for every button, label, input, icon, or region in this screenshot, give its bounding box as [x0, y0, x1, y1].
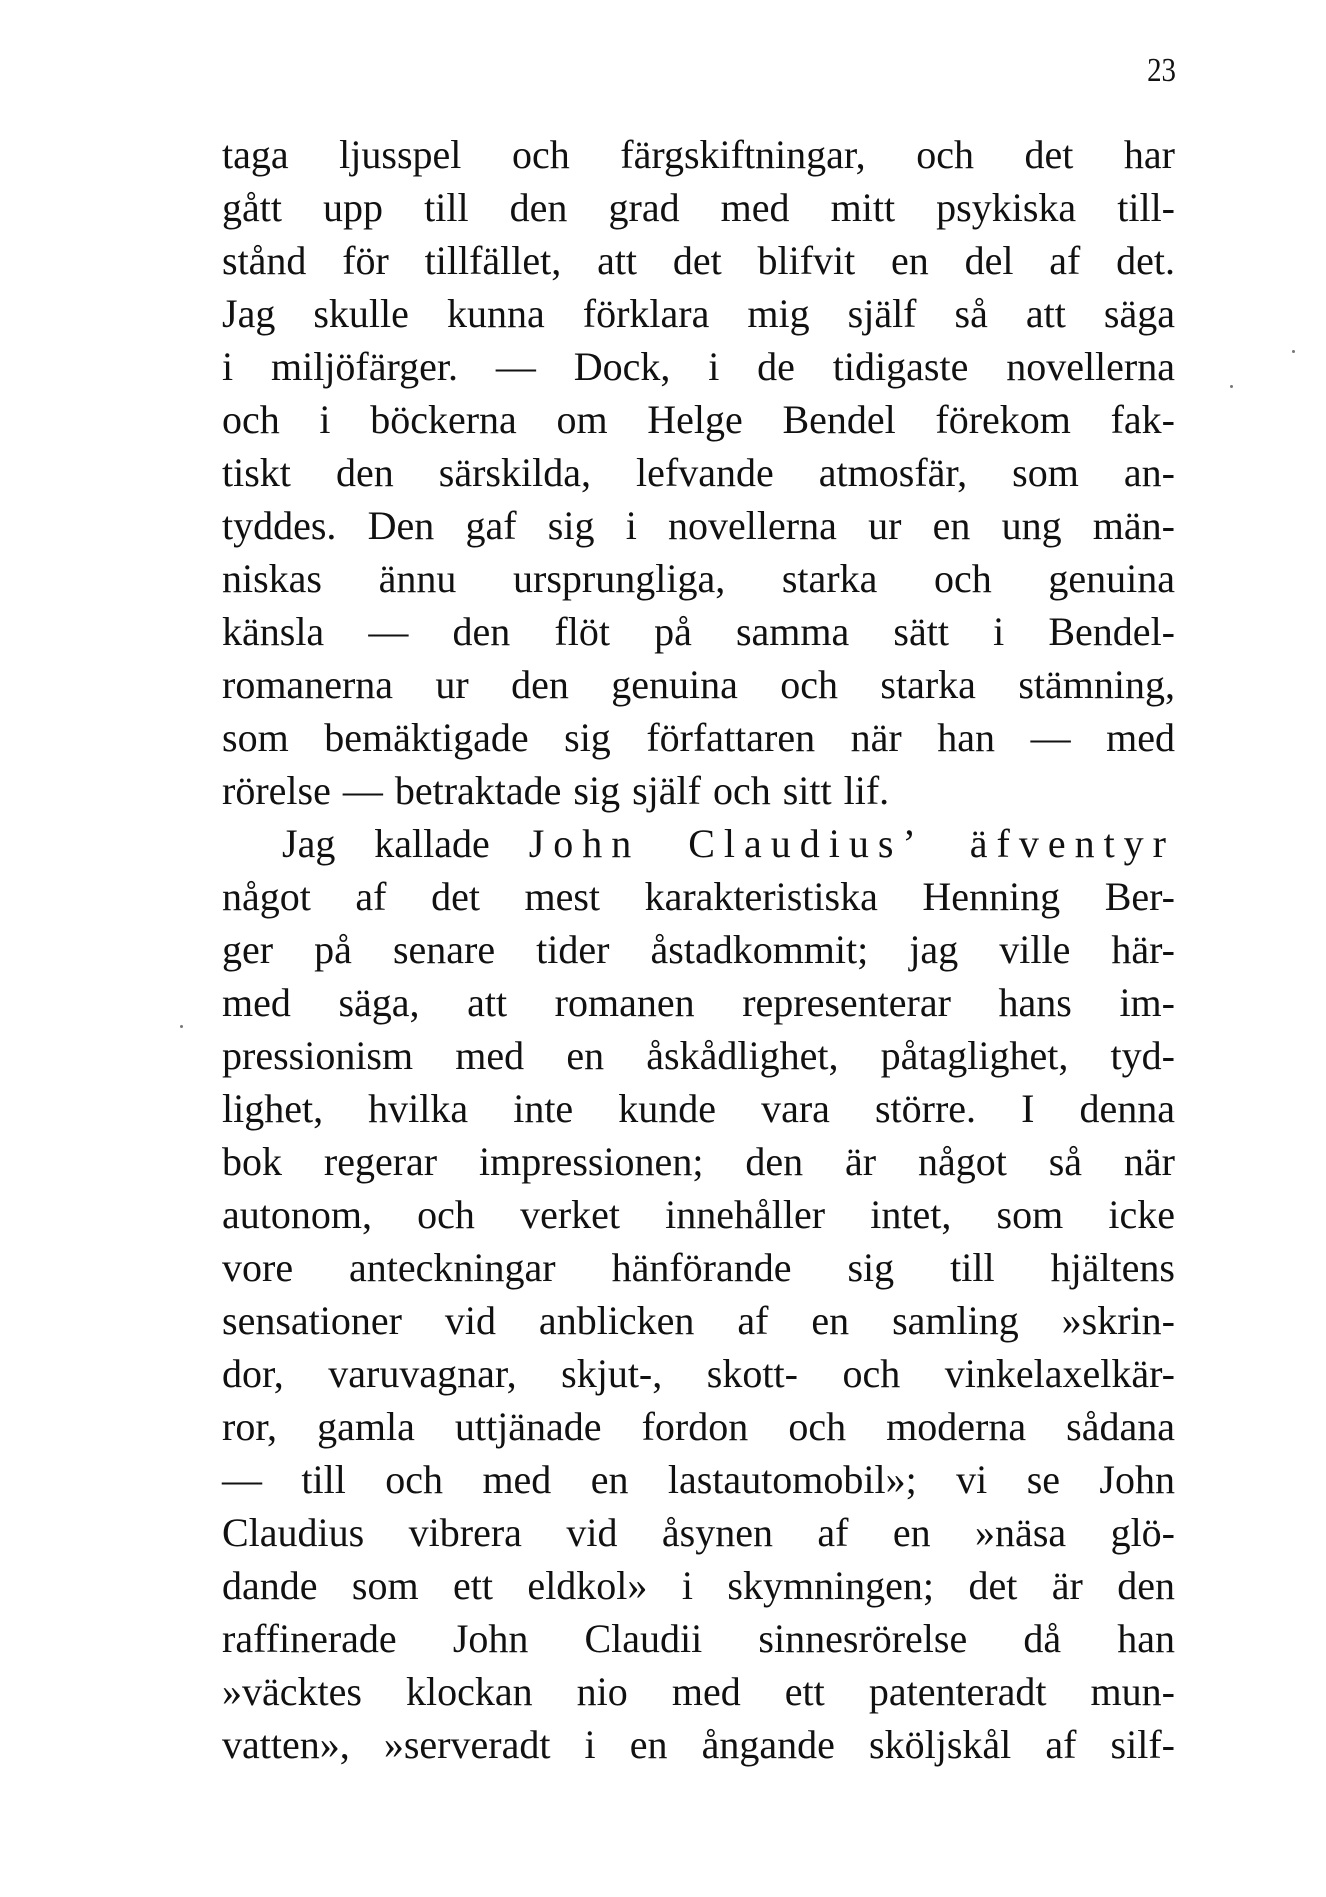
text-line: »väcktes klockan nio med ett patenteradt mun- [222, 1669, 1175, 1714]
scan-speck [1292, 350, 1295, 353]
text-line: känsla — den flöt på samma sätt i Bendel- [222, 609, 1175, 654]
text-line: Claudius vibrera vid åsynen af en »näsa glö- [222, 1510, 1175, 1555]
page-number: 23 [1147, 52, 1176, 89]
text-line: bok regerar impressionen; den är något så när [222, 1139, 1175, 1184]
text-line: dande som ett eldkol» i skymningen; det är den [222, 1563, 1175, 1608]
text-line: ror, gamla uttjänade fordon och moderna sådana [222, 1404, 1175, 1449]
text-line: och i böckerna om Helge Bendel förekom fak- [222, 397, 1175, 442]
text-line: stånd för tillfället, att det blifvit en del af det. [222, 238, 1175, 283]
text-line: Jag skulle kunna förklara mig själf så att säga [222, 291, 1175, 336]
text-line: lighet, hvilka inte kunde vara större. I denna [222, 1086, 1175, 1131]
text-line: ger på senare tider åstadkommit; jag ville här- [222, 927, 1175, 972]
text-line: som bemäktigade sig författaren när han — med [222, 715, 1175, 760]
text-line: något af det mest karakteristiska Henning Ber- [222, 874, 1175, 919]
text-line: taga ljusspel och färgskiftningar, och det har [222, 132, 1175, 177]
book-title-spaced: John Claudius’ äfventyr [528, 821, 1175, 866]
text-line: dor, varuvagnar, skjut-, skott- och vinkelaxelkär- [222, 1351, 1175, 1396]
body-text [222, 128, 1175, 1771]
text-line: pressionism med en åskådlighet, påtaglighet, tyd- [222, 1033, 1175, 1078]
text-line: niskas ännu ursprungliga, starka och genuina [222, 556, 1175, 601]
text-line: sensationer vid anblicken af en samling »skrin- [222, 1298, 1175, 1343]
text-line: vore anteckningar hänförande sig till hjältens [222, 1245, 1175, 1290]
text-line: tyddes. Den gaf sig i novellerna ur en ung män- [222, 503, 1175, 548]
text-line: autonom, och verket innehåller intet, som icke [222, 1192, 1175, 1237]
text-line: i miljöfärger. — Dock, i de tidigaste novellerna [222, 344, 1175, 389]
scan-speck [180, 1025, 183, 1028]
text-line: romanerna ur den genuina och starka stämning, [222, 662, 1175, 707]
text-line: gått upp till den grad med mitt psykiska till- [222, 185, 1175, 230]
text-line: tiskt den särskilda, lefvande atmosfär, som an- [222, 450, 1175, 495]
text-line: vatten», »serveradt i en ångande sköljskål af silf- [222, 1722, 1175, 1767]
text-line: rörelse — betraktade sig själf och sitt lif. [222, 768, 890, 813]
text-run: Jag kallade [282, 821, 529, 866]
scan-speck [1230, 385, 1233, 388]
text-line: med säga, att romanen representerar hans im- [222, 980, 1175, 1025]
text-line: raffinerade John Claudii sinnesrörelse då han [222, 1616, 1175, 1661]
text-line [222, 817, 1175, 870]
text-line: — till och med en lastautomobil»; vi se John [222, 1457, 1175, 1502]
